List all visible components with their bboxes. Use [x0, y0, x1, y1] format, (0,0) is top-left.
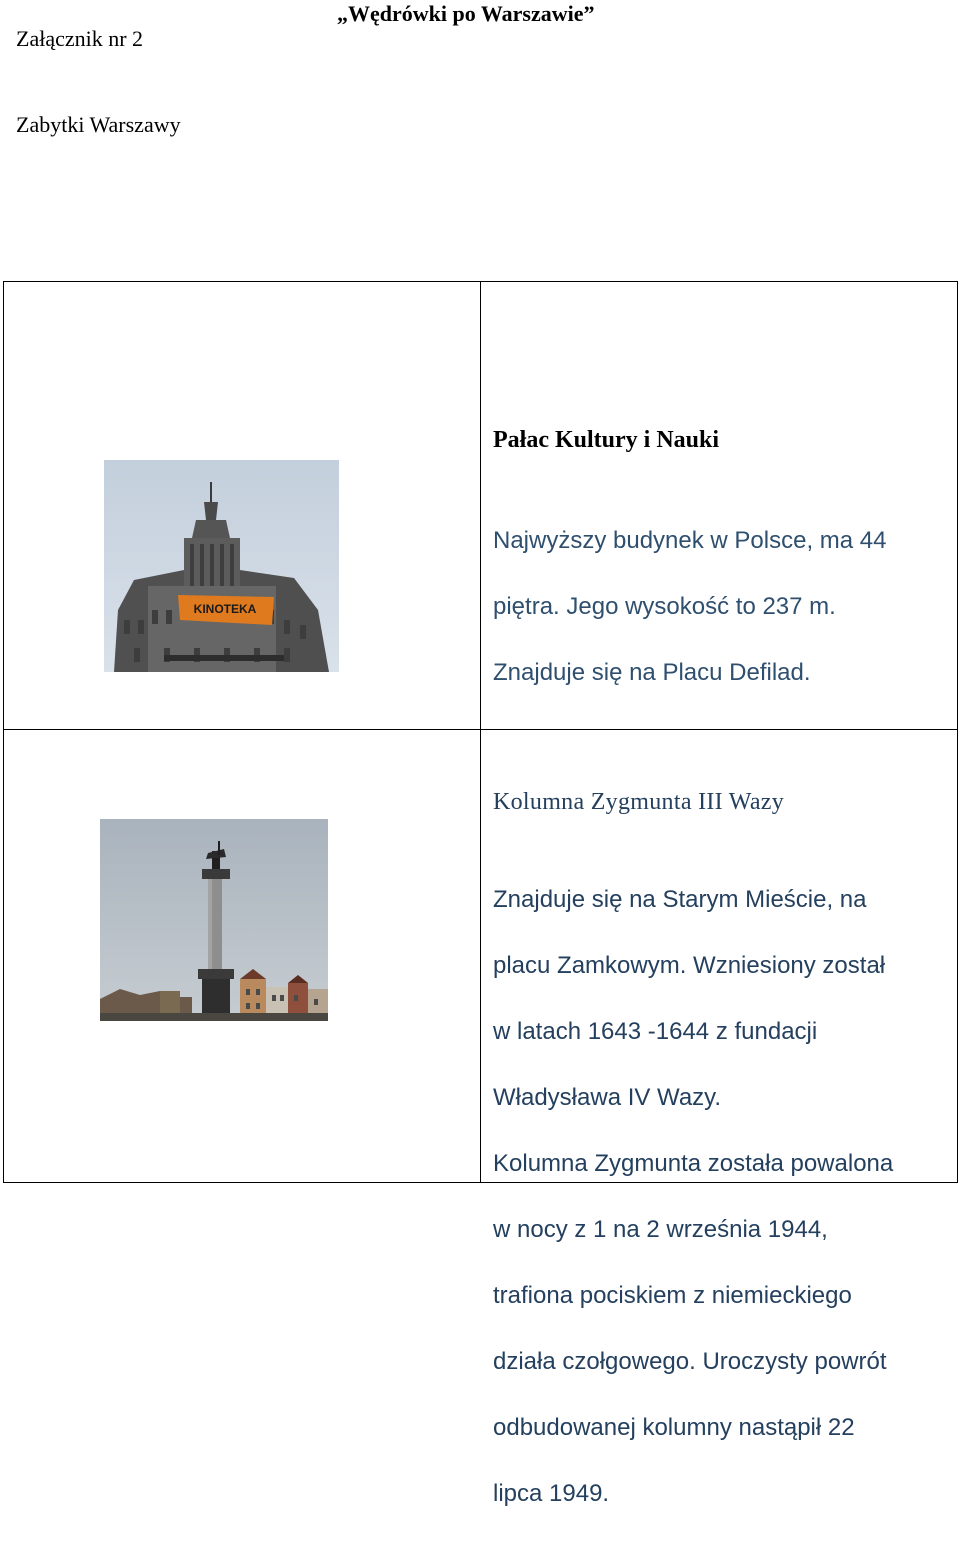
monument-description-column: [493, 850, 953, 1543]
sigismund-column-photo: [100, 819, 328, 1021]
section-title: Zabytki Warszawy: [16, 112, 181, 137]
description-line: odbudowanej kolumny nastąpił 22: [493, 1414, 855, 1441]
description-line: Znajduje się na Starym Mieście, na: [493, 886, 867, 913]
monument-name-column: Kolumna Zygmunta III Wazy: [493, 789, 785, 815]
description-line: Znajduje się na Placu Defilad.: [493, 659, 811, 686]
description-line: trafiona pociskiem z niemieckiego: [493, 1282, 852, 1309]
table-column-divider: [480, 281, 481, 1183]
description-line: Najwyższy budynek w Polsce, ma 44: [493, 527, 887, 554]
description-line: Władysława IV Wazy.: [493, 1084, 722, 1111]
kinoteka-sign-text: KINOTEKA: [193, 602, 257, 616]
attachment-label: Załącznik nr 2: [16, 26, 144, 51]
palace-of-culture-photo: [104, 460, 339, 672]
monument-name-palace: Pałac Kultury i Nauki: [493, 427, 720, 453]
description-line: placu Zamkowym. Wzniesiony został: [493, 952, 886, 979]
description-line: w latach 1643 -1644 z fundacji: [493, 1018, 818, 1045]
document-title: „Wędrówki po Warszawie”: [337, 1, 595, 26]
description-line: działa czołgowego. Uroczysty powrót: [493, 1348, 887, 1375]
description-line: w nocy z 1 na 2 września 1944,: [493, 1216, 828, 1243]
description-line: piętra. Jego wysokość to 237 m.: [493, 593, 836, 620]
monument-description-palace: [493, 491, 943, 722]
description-line: lipca 1949.: [493, 1480, 610, 1507]
description-line: Kolumna Zygmunta została powalona: [493, 1150, 894, 1177]
